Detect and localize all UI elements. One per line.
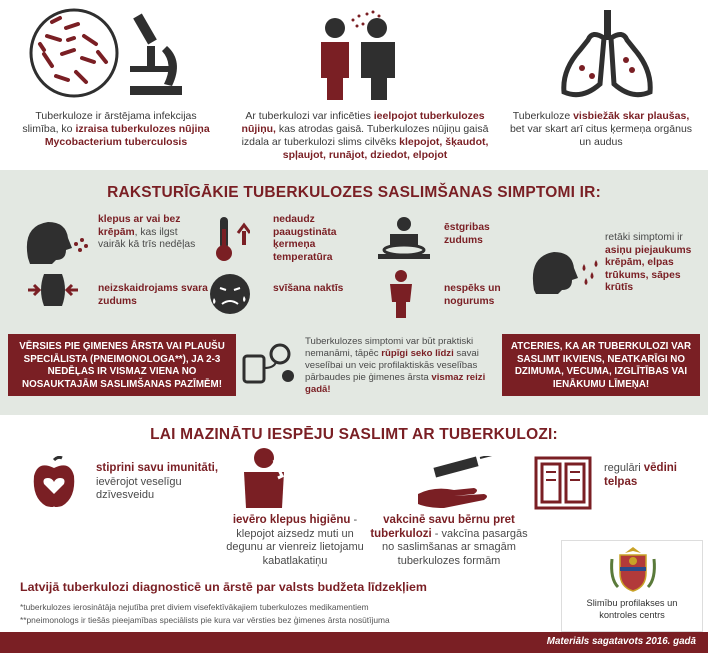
anyone-can-get-tb-box: ATCERIES, KA AR TUBERKULOZI VAR SASLIMT IKVIENS, NEATKARĪGI NO DZIMUMA, VECUMA, IZGLĪTĪBAS VAI IENĀKUMU LĪMEŅA! [502, 334, 700, 396]
symptom-cough: klepus ar vai bez krēpām, kas ilgst vairāk kā trīs nedēļas [98, 214, 196, 250]
footnote-1: *tuberkulozes ierosinātāja nejutība pret diviem visefektīvākajiem tuberkulozes medikamentiem [20, 602, 369, 612]
logo-box [561, 540, 703, 632]
cough-hygiene-icon [234, 446, 294, 508]
symptom-weight-loss: neizskaidrojams svara zudums [98, 283, 208, 307]
footer-band [0, 632, 708, 653]
thermometer-icon [210, 215, 250, 263]
checkup-advice-text: Tuberkulozes simptomi var būt praktiski nemanāmi, tāpēc rūpīgi seko līdzi savai veselībai un veic profilaktiskās veselības pārbaudes pie ģimenes ārsta vismaz reizi gadā! [305, 336, 486, 395]
org-name-line2: kontroles centrs [599, 610, 665, 620]
prevention-hygiene: ievēro klepus higiēnu - klepojot aizsedz muti un degunu ar vienreiz lietojamu kabatlakatiņu [226, 514, 364, 567]
appetite-loss-icon [376, 216, 432, 262]
coughing-people-icon [315, 6, 415, 101]
vaccine-hand-icon [414, 456, 498, 510]
weight-loss-icon [28, 272, 78, 308]
symptom-rare: retāki simptomi ir asiņu piejaukums krēpām, elpas trūkums, sāpes krūtīs [605, 232, 692, 293]
symptom-night-sweats: svīšana naktīs [273, 283, 344, 294]
prevention-immunity: stiprini savu imunitāti, ievērojot veselīgu dzīvesveidu [96, 462, 219, 501]
footnote-2: **pneimonologs ir tiešās pieejamības speciālists pie kura var vērsties bez ģimenes ārsta nosūtījuma [20, 615, 390, 625]
tb-lungs-text: Tuberkuloze visbiežāk skar plaušas, bet var skart arī citus ķermeņa orgānus un audus [509, 110, 693, 148]
fatigue-icon [386, 270, 416, 320]
sweating-icon [208, 272, 252, 316]
tb-transmission-text: Ar tuberkulozi var inficēties ieelpojot tuberkulozes nūjiņu, kas atrodas gaisā. Tuberkulozes nūjiņu gaisā izdala ar tuberkulozi slims cilvēks klepojot, šķaudot, spļaujot, runājot, dziedot, elpojot [241, 110, 489, 161]
organization-name [562, 597, 702, 621]
symptoms-heading: RAKSTURĪGĀKIE TUBERKULOZES SASLIMŠANAS SIMPTOMI IR: [107, 184, 601, 201]
org-name-line1: Slimību profilakses un [586, 598, 678, 608]
see-doctor-box: VĒRSIES PIE ĢIMENES ĀRSTA VAI PLAUŠU SPECIĀLISTA (PNEIMONOLOGA**), JA 2-3 NEDĒĻAS IR VISMAZ VIENA NO NOSAUKTAJĀM SASLIMŠANAS PAZĪMĒM! [8, 334, 236, 396]
blood-cough-icon [528, 246, 600, 296]
footer-date: Materiāls sagatavots 2016. gadā [546, 636, 696, 647]
symptom-fever: nedaudz paaugstināta ķermeņa temperatūra [273, 214, 337, 263]
blood-pressure-icon [240, 338, 296, 386]
prevention-heading: LAI MAZINĀTU IESPĒJU SASLIMT AR TUBERKULOZI: [150, 426, 558, 443]
symptom-appetite: ēstgribas zudums [444, 222, 490, 246]
latvia-coat-of-arms-icon [608, 545, 658, 593]
lungs-icon [552, 10, 662, 100]
cough-icon [22, 218, 90, 264]
prevention-ventilation: regulāri vēdini telpas [604, 462, 677, 488]
prevention-vaccine: vakcinē savu bērnu pret tuberkulozi - vakcīna pasargās no saslimšanas ar smagām tuberkulozes formām [370, 514, 528, 567]
budget-statement: Latvijā tuberkulozi diagnosticē un ārstē par valsts budžeta līdzekļiem [20, 580, 427, 594]
tb-definition-text: Tuberkuloze ir ārstējama infekcijas slimība, ko izraisa tuberkulozes nūjiņa Mycobacterium tuberculosis [22, 110, 210, 148]
window-icon [532, 454, 594, 512]
symptom-fatigue: nespēks un nogurums [444, 283, 501, 307]
apple-heart-icon [30, 456, 78, 508]
bacteria-microscope-icon [22, 6, 192, 101]
